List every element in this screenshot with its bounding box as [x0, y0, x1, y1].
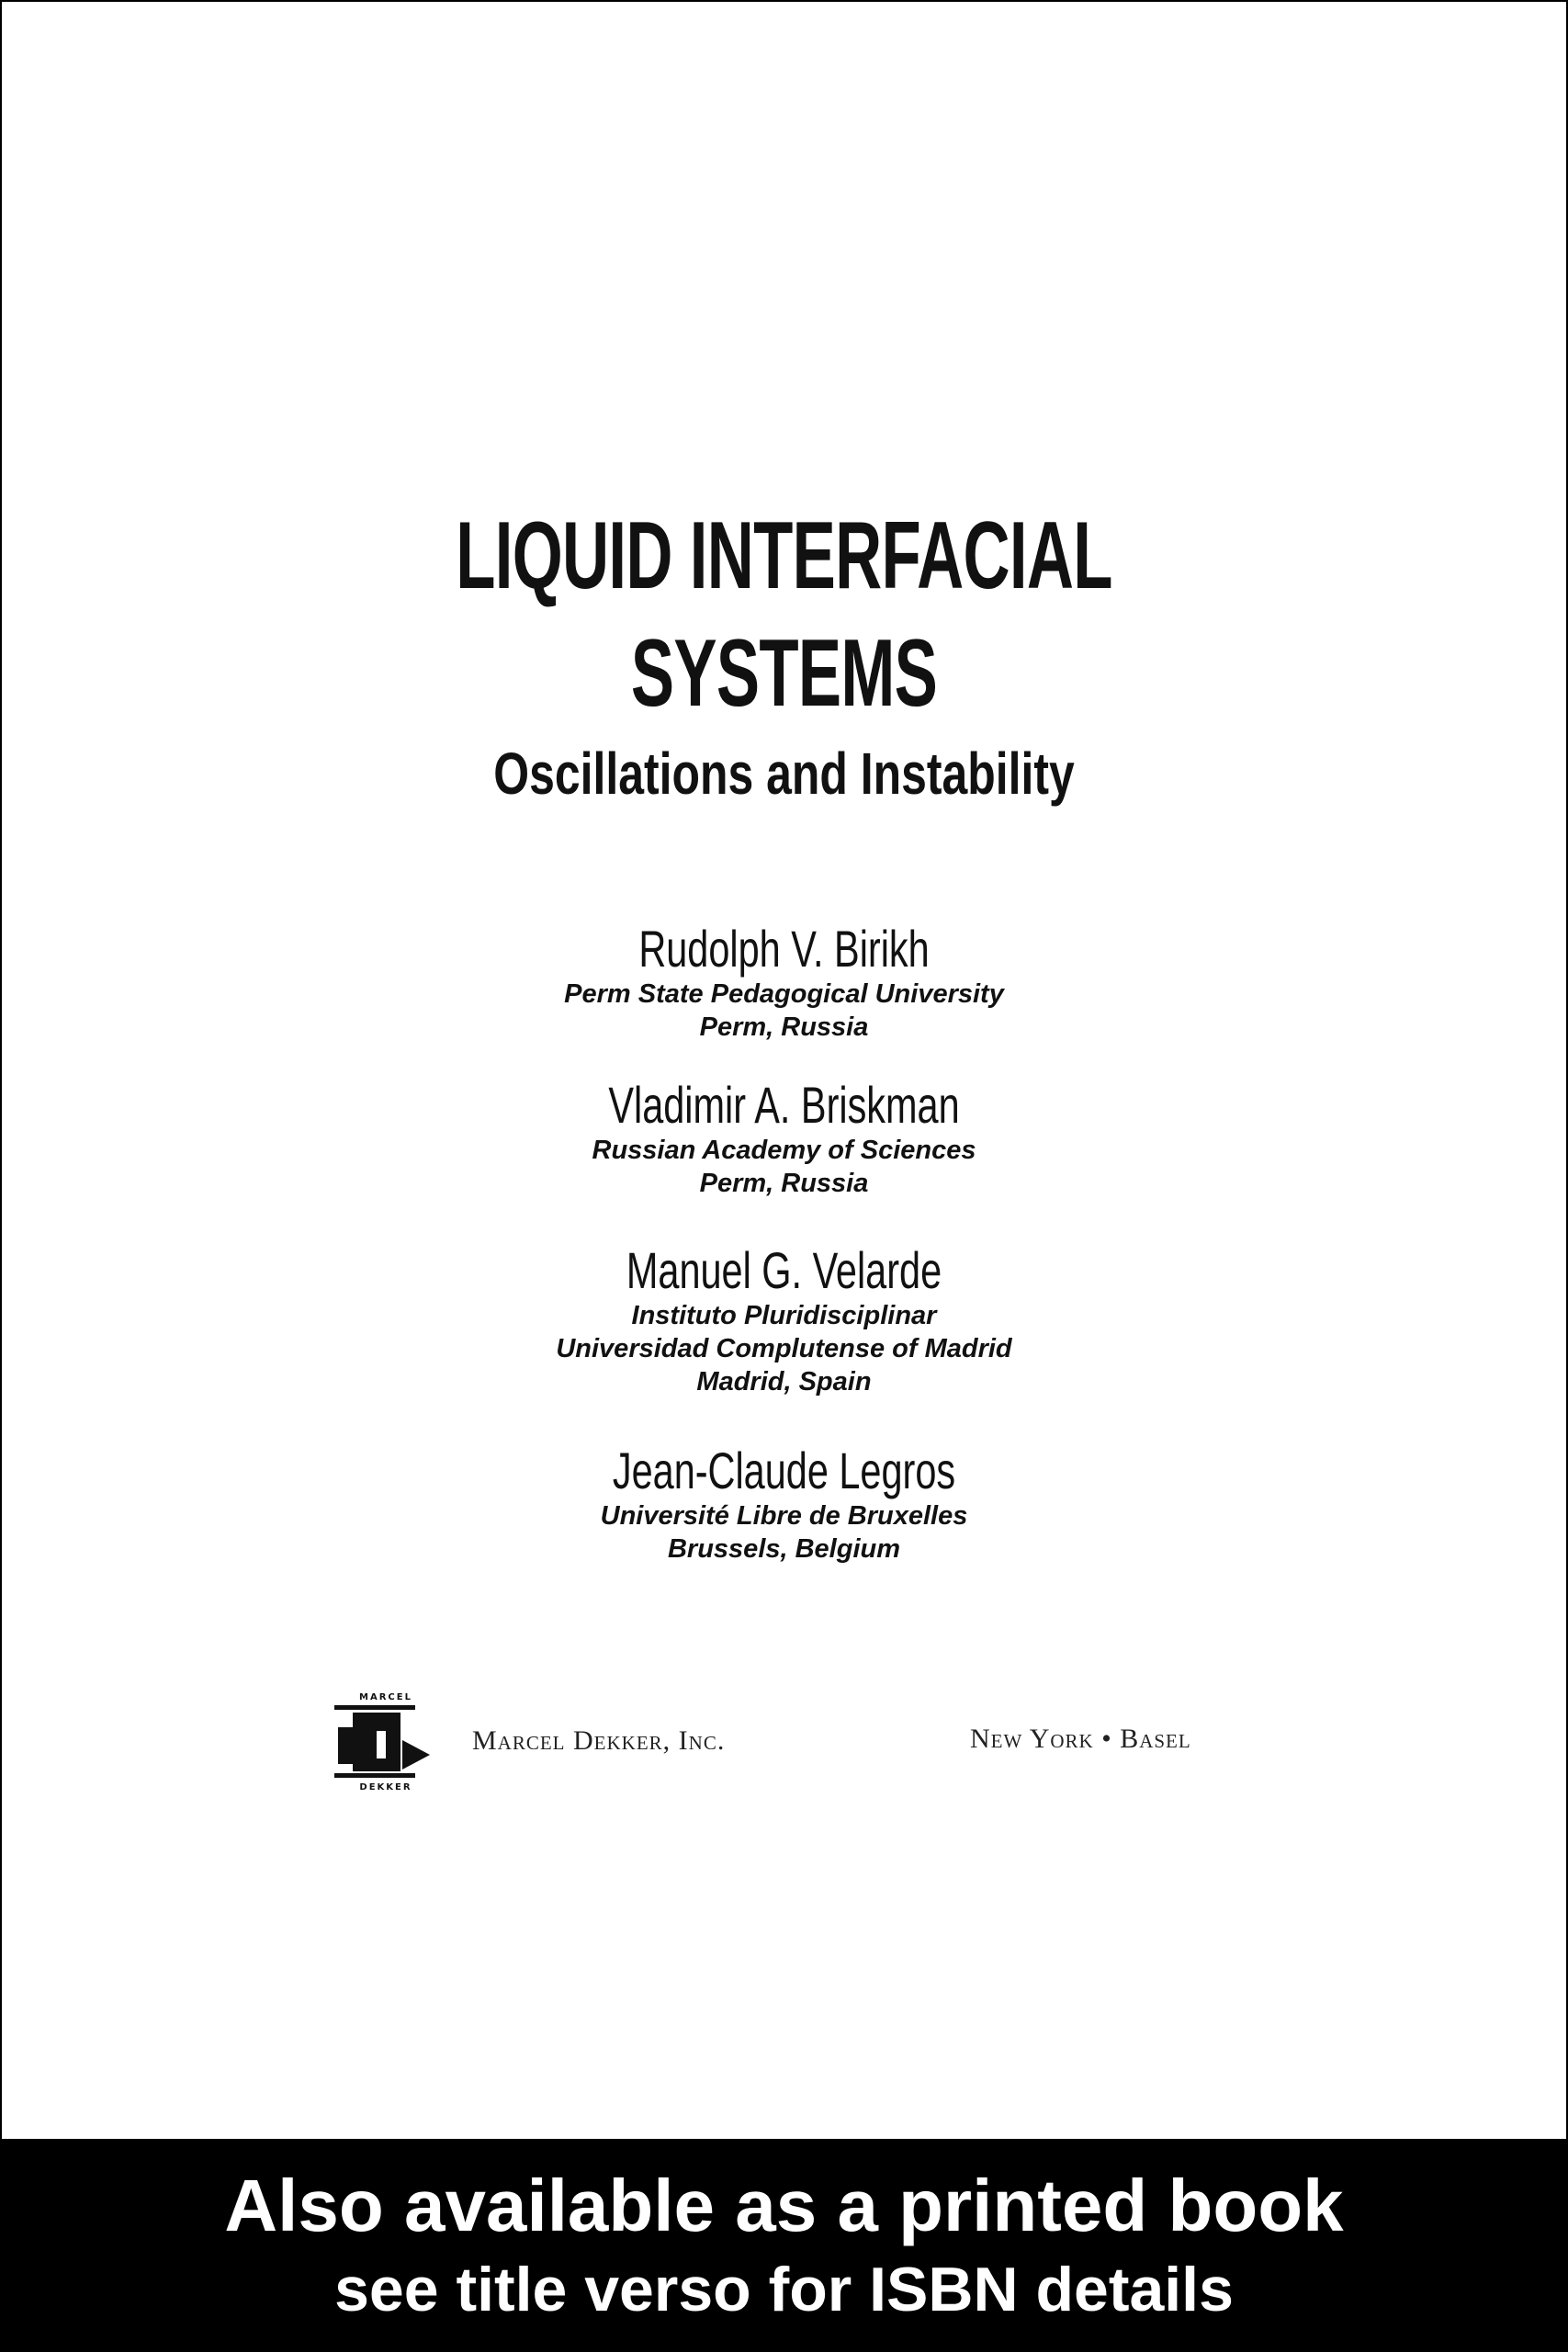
publisher-row: [329, 1690, 1247, 1792]
author-location: Perm, Russia: [699, 1169, 869, 1198]
book-title-line-1: LIQUID INTERFACIAL: [456, 503, 1112, 609]
author-affiliation: Russian Academy of Sciences: [592, 1136, 976, 1165]
author-name: Jean-Claude Legros: [612, 1442, 956, 1499]
author-affiliation-2: Universidad Complutense of Madrid: [556, 1334, 1012, 1363]
publisher-name: Marcel Dekker, Inc.: [472, 1725, 726, 1756]
book-title-line-2: SYSTEMS: [630, 620, 938, 727]
author-affiliation: Instituto Pluridisciplinar: [631, 1301, 937, 1330]
logo-bottom-text: DEKKER: [359, 1782, 412, 1792]
banner-headline: Also available as a printed book: [224, 2165, 1344, 2246]
author-name: Vladimir A. Briskman: [608, 1076, 960, 1134]
author-block-1: [2, 921, 1566, 1044]
author-block-2: [2, 1077, 1566, 1200]
author-affiliation: Perm State Pedagogical University: [564, 979, 1004, 1009]
printed-book-banner: [2, 2139, 1566, 2350]
book-subtitle: Oscillations and Instability: [493, 741, 1075, 807]
author-location: Perm, Russia: [699, 1012, 869, 1042]
author-name: Rudolph V. Birikh: [638, 920, 930, 978]
publisher-cities: New York • Basel: [970, 1724, 1191, 1754]
author-name: Manuel G. Velarde: [626, 1241, 942, 1299]
author-location: Brussels, Belgium: [667, 1534, 901, 1564]
author-block-4: [2, 1442, 1566, 1566]
banner-subline: see title verso for ISBN details: [334, 2255, 1234, 2324]
logo-top-text: MARCEL: [359, 1692, 412, 1702]
author-block-3: [2, 1242, 1566, 1398]
author-location: Madrid, Spain: [696, 1367, 872, 1396]
author-affiliation: Université Libre de Bruxelles: [600, 1501, 968, 1531]
publisher-logo-icon: [329, 1690, 443, 1792]
